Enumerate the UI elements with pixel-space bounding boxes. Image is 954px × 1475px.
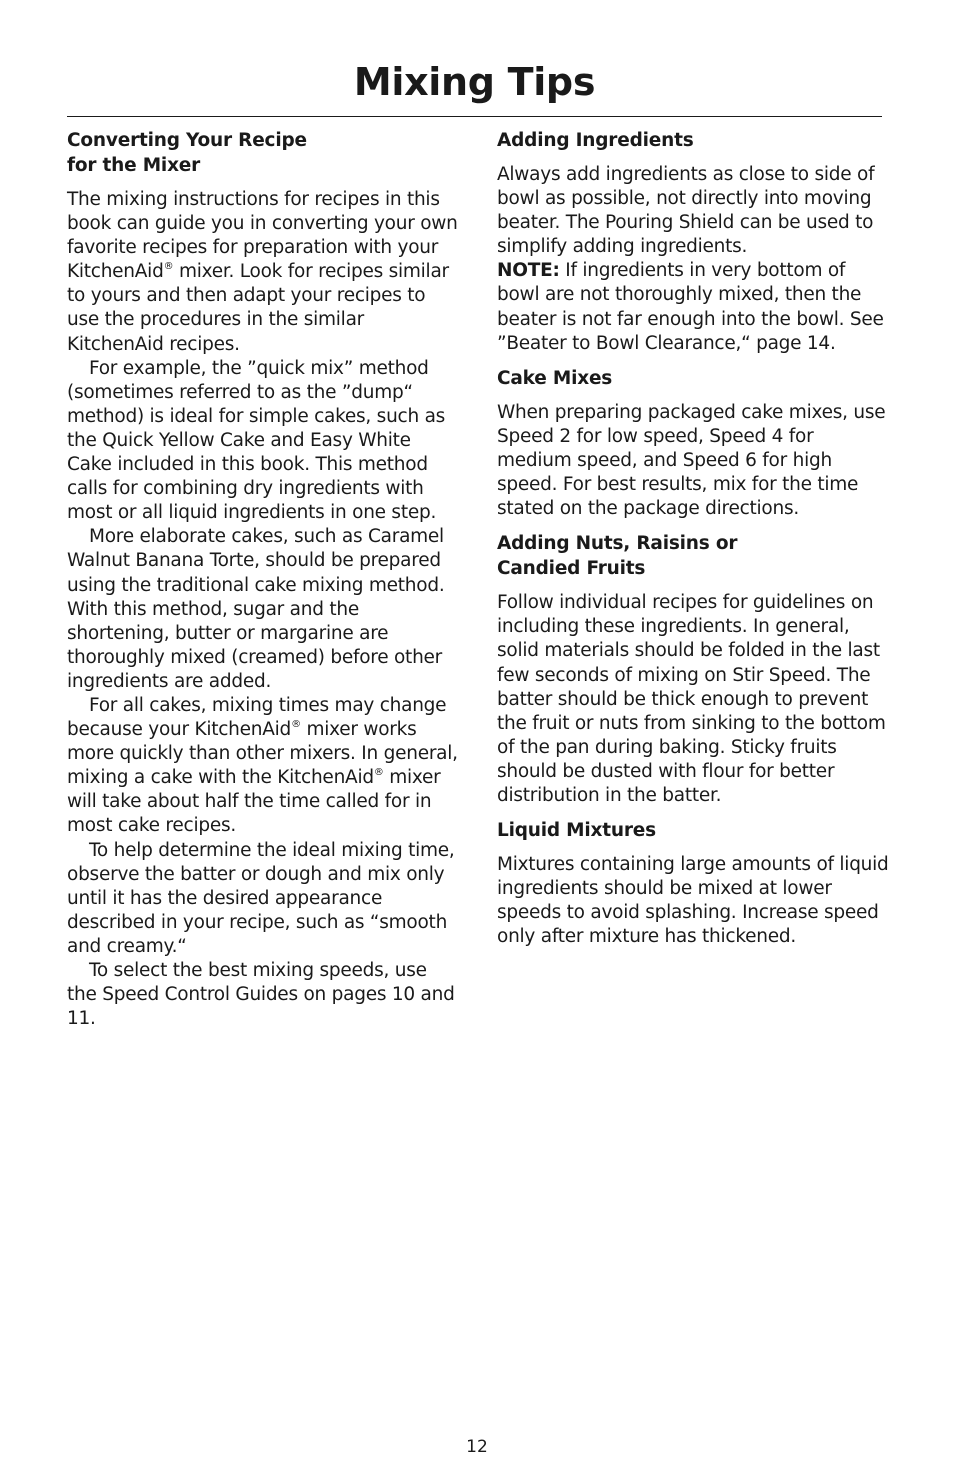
paragraph-mixing-times: For all cakes, mixing times may change because your KitchenAid® mixer works more quickly than other mixers. In general, mixing a cake with the KitchenAid® mixer will take about half the time called for in most cake recipes. xyxy=(67,694,458,837)
paragraph-note: NOTE: If ingredients in very bottom of bowl are not thoroughly mixed, then the beater is not far enough into the bowl. See ”Beater to Bowl Clearance,“ page 14. xyxy=(497,260,884,354)
paragraph-adding: Always add ingredients as close to side of bowl as possible, not directly into moving beater. The Pouring Shield can be used to simplify adding ingredients. xyxy=(497,164,875,258)
paragraph-quick-mix: For example, the ”quick mix” method (sometimes referred to as the ”dump“ method) is ideal for simple cakes, such as the Quick Yellow Cake and Easy White Cake included in this book. This method calls for combining dry ingredients with most or all liquid ingredients in one step. xyxy=(67,357,446,524)
section-heading: Adding Ingredients xyxy=(497,130,694,151)
section-cake-mixes xyxy=(497,366,889,521)
section-heading: Cake Mixes xyxy=(497,367,613,389)
paragraph-ideal-time: To help determine the ideal mixing time, observe the batter or dough and mix only until it has the desired appearance described in your recipe, such as “smooth and creamy.“ xyxy=(67,839,455,957)
page-number: 12 xyxy=(466,1437,488,1457)
registered-mark: ® xyxy=(291,719,301,731)
section-converting-recipe xyxy=(67,128,459,1031)
section-heading xyxy=(67,128,459,178)
registered-mark: ® xyxy=(373,767,384,779)
paragraph-intro: The mixing instructions for recipes in this book can guide you in converting your own favorite recipes for preparation with your KitchenAid® mixer. Look for recipes similar to yours and then adapt your recipes to use the procedures in the similar KitchenAid recipes. xyxy=(67,189,458,355)
note-label: NOTE: xyxy=(497,260,560,282)
heading-line-2: for the Mixer xyxy=(67,155,201,176)
right-column xyxy=(497,128,889,959)
page-title: Mixing Tips xyxy=(353,60,596,104)
title-divider xyxy=(67,116,882,117)
section-liquid-mixtures xyxy=(497,818,889,949)
heading-line-1: Adding Nuts, Raisins or xyxy=(497,533,738,555)
left-column xyxy=(67,128,459,1041)
paragraph-nuts: Follow individual recipes for guidelines on including these ingredients. In general, solid materials should be folded in the last few seconds of mixing on Stir Speed. The batter should be thick enough to prevent the fruit or nuts from sinking to the bottom of the pan during baking. Sticky fruits should be dusted with flour for better distribution in the batter. xyxy=(497,592,886,806)
paragraph-speeds: To select the best mixing speeds, use the Speed Control Guides on pages 10 and 11. xyxy=(67,960,455,1030)
heading-line-2: Candied Fruits xyxy=(497,558,646,580)
section-adding-ingredients xyxy=(497,128,889,356)
paragraph-elaborate-cakes: More elaborate cakes, such as Caramel Walnut Banana Torte, should be prepared using the traditional cake mixing method. With this method, sugar and the shortening, butter or margarine are thoroughly mixed (creamed) before other ingredients are added. xyxy=(67,526,445,692)
paragraph-liquid: Mixtures containing large amounts of liquid ingredients should be mixed at lower speeds to avoid splashing. Increase speed only after mixture has thickened. xyxy=(497,854,889,948)
section-heading: Liquid Mixtures xyxy=(497,820,656,842)
section-nuts-raisins xyxy=(497,531,889,808)
section-heading xyxy=(497,531,889,581)
paragraph-cake-mixes: When preparing packaged cake mixes, use Speed 2 for low speed, Speed 4 for medium speed, and Speed 6 for high speed. For best results, mix for the time stated on the package directions. xyxy=(497,401,886,520)
registered-mark: ® xyxy=(163,261,174,273)
heading-line-1: Converting Your Recipe xyxy=(67,130,307,151)
